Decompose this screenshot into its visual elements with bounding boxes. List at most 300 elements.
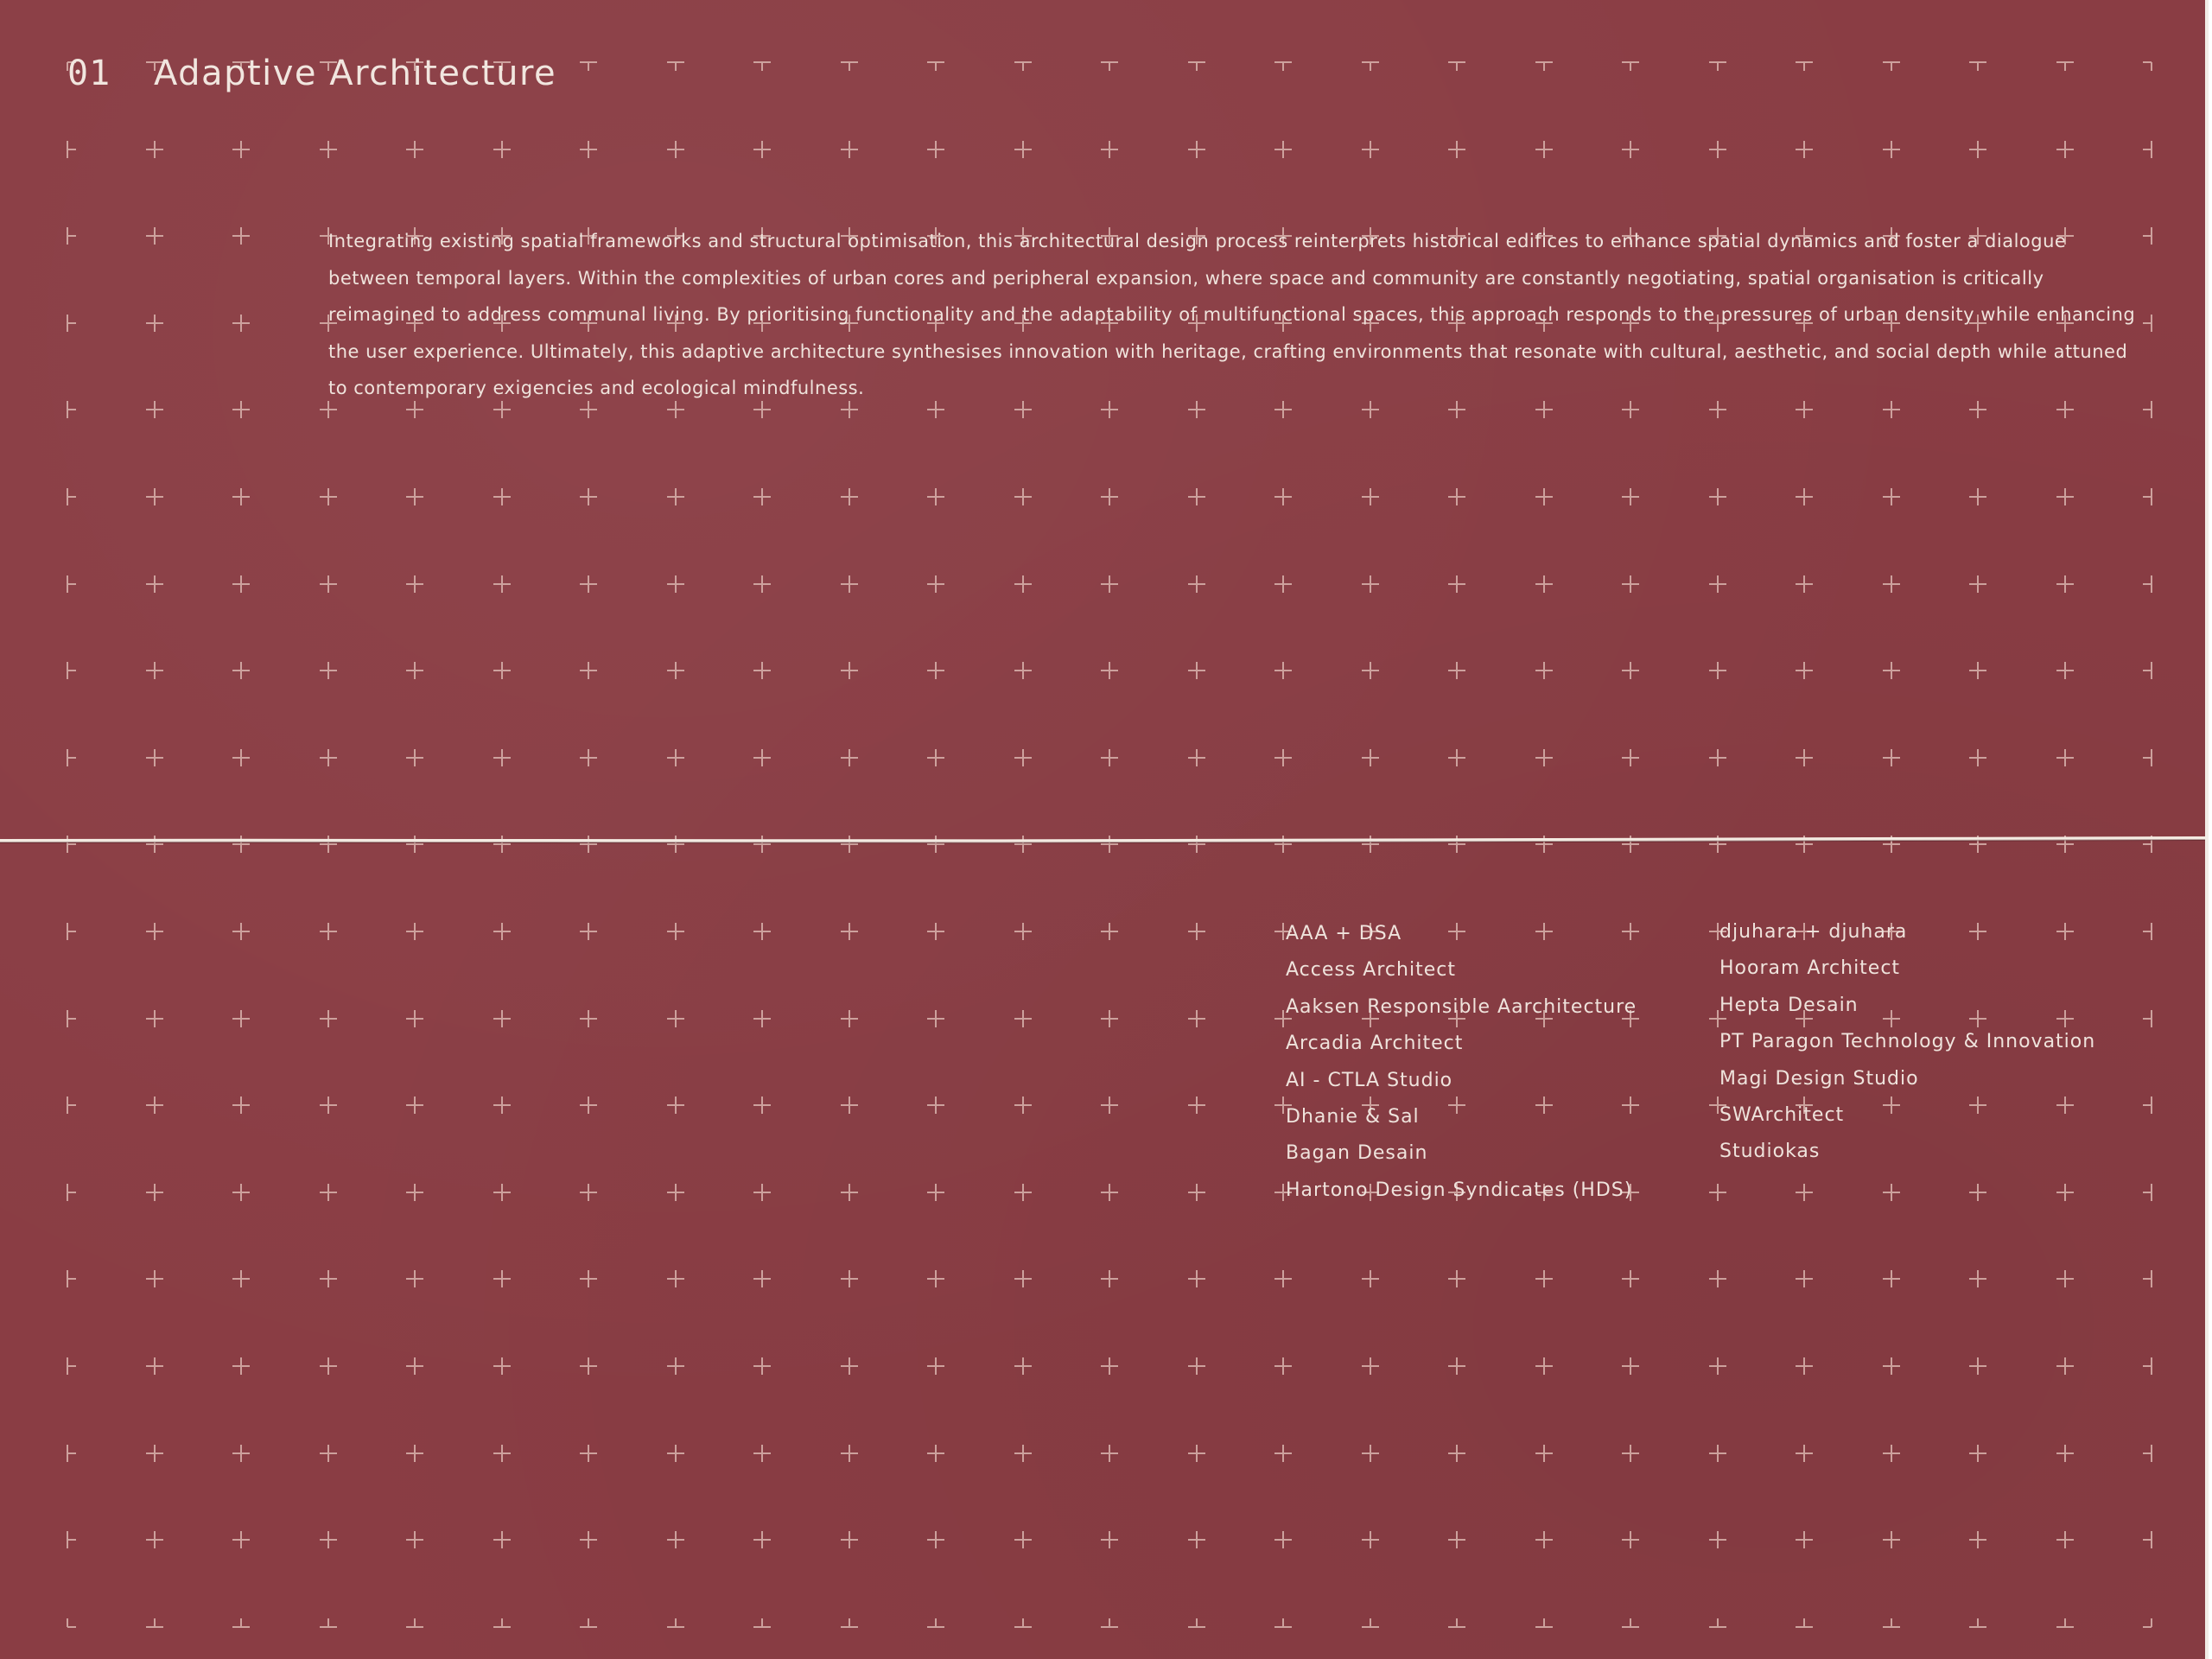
registration-cross — [753, 923, 771, 940]
registration-cross — [1188, 1010, 1205, 1027]
registration-cross — [1014, 923, 1032, 940]
registration-cross — [1274, 1445, 1292, 1462]
registration-cross — [1101, 1531, 1118, 1548]
registration-cross — [580, 488, 597, 505]
registration-cross — [67, 315, 76, 332]
registration-cross — [146, 923, 163, 940]
registration-cross — [1274, 1270, 1292, 1287]
registration-cross — [146, 315, 163, 332]
registration-cross — [1101, 1184, 1118, 1201]
registration-cross — [146, 575, 163, 593]
registration-cross — [1622, 1445, 1639, 1462]
registration-cross — [1014, 488, 1032, 505]
registration-cross — [2056, 1531, 2074, 1548]
registration-cross — [1622, 1618, 1639, 1627]
registration-cross — [1883, 488, 1900, 505]
firm-name: Access Architect — [1286, 959, 1456, 982]
registration-cross — [493, 1270, 511, 1287]
registration-cross — [1709, 488, 1726, 505]
registration-cross — [667, 1531, 684, 1548]
registration-cross — [1535, 62, 1553, 71]
registration-cross — [1622, 749, 1639, 766]
registration-cross — [1362, 575, 1379, 593]
registration-cross — [1796, 141, 1813, 158]
registration-cross — [1796, 662, 1813, 679]
registration-cross — [1014, 1270, 1032, 1287]
registration-cross — [146, 1184, 163, 1201]
registration-cross — [320, 923, 337, 940]
registration-cross — [580, 749, 597, 766]
registration-cross — [667, 1096, 684, 1114]
registration-cross — [667, 141, 684, 158]
registration-cross — [406, 1270, 423, 1287]
registration-cross — [2143, 62, 2152, 71]
registration-cross — [1969, 1618, 1986, 1627]
registration-cross — [1448, 749, 1465, 766]
registration-cross — [753, 141, 771, 158]
registration-cross — [753, 1010, 771, 1027]
registration-cross — [2143, 1531, 2152, 1548]
registration-cross — [1188, 1445, 1205, 1462]
registration-cross — [1274, 662, 1292, 679]
registration-cross — [493, 749, 511, 766]
registration-cross — [580, 1184, 597, 1201]
registration-cross — [1709, 1270, 1726, 1287]
registration-cross — [1014, 1531, 1032, 1548]
registration-cross — [1101, 1445, 1118, 1462]
registration-cross — [1448, 1618, 1465, 1627]
registration-cross — [67, 1531, 76, 1548]
registration-cross — [1796, 1618, 1813, 1627]
registration-cross — [1362, 1531, 1379, 1548]
registration-cross — [406, 1010, 423, 1027]
registration-cross — [1796, 1357, 1813, 1375]
registration-cross — [841, 1096, 858, 1114]
registration-cross — [580, 923, 597, 940]
registration-cross — [1796, 1270, 1813, 1287]
registration-cross — [841, 1270, 858, 1287]
registration-cross — [320, 1184, 337, 1201]
registration-cross — [1101, 575, 1118, 593]
registration-cross — [1188, 1618, 1205, 1627]
registration-cross — [753, 1618, 771, 1627]
registration-cross — [1969, 62, 1986, 71]
registration-cross — [493, 575, 511, 593]
registration-cross — [493, 662, 511, 679]
registration-cross — [2143, 575, 2152, 593]
registration-cross — [1362, 749, 1379, 766]
registration-cross — [1362, 1618, 1379, 1627]
registration-cross — [841, 62, 858, 71]
registration-cross — [493, 1096, 511, 1114]
registration-cross — [1101, 1357, 1118, 1375]
firm-name: Bagan Desain — [1286, 1142, 1428, 1165]
registration-cross — [927, 1531, 944, 1548]
registration-cross — [1101, 62, 1118, 71]
registration-cross — [67, 227, 76, 245]
registration-cross — [2143, 401, 2152, 418]
registration-cross — [1709, 749, 1726, 766]
registration-cross — [1101, 1096, 1118, 1114]
registration-cross — [406, 488, 423, 505]
registration-cross — [753, 749, 771, 766]
registration-cross — [1188, 1531, 1205, 1548]
registration-cross — [67, 1445, 76, 1462]
registration-cross — [1535, 1445, 1553, 1462]
registration-cross — [1622, 575, 1639, 593]
registration-cross — [1622, 1531, 1639, 1548]
registration-cross — [1274, 749, 1292, 766]
registration-cross — [493, 1531, 511, 1548]
registration-cross — [1188, 923, 1205, 940]
registration-cross — [2143, 749, 2152, 766]
registration-cross — [1014, 1618, 1032, 1627]
registration-cross — [753, 1445, 771, 1462]
registration-cross — [493, 1357, 511, 1375]
registration-cross — [1535, 575, 1553, 593]
registration-cross — [1883, 1270, 1900, 1287]
registration-cross — [146, 662, 163, 679]
registration-cross — [927, 1357, 944, 1375]
registration-cross — [1969, 662, 1986, 679]
registration-cross — [580, 1010, 597, 1027]
registration-cross — [1535, 1357, 1553, 1375]
firm-list-column-2 — [1719, 914, 2095, 1171]
registration-cross — [1101, 662, 1118, 679]
registration-cross — [1969, 1357, 1986, 1375]
registration-cross — [1709, 141, 1726, 158]
registration-cross — [2056, 1270, 2074, 1287]
registration-cross — [320, 488, 337, 505]
registration-cross — [2143, 488, 2152, 505]
registration-cross — [1448, 1445, 1465, 1462]
registration-cross — [1535, 1618, 1553, 1627]
registration-cross — [232, 227, 250, 245]
registration-cross — [1448, 62, 1465, 71]
registration-cross — [1883, 1531, 1900, 1548]
registration-cross — [1014, 1357, 1032, 1375]
registration-cross — [753, 1270, 771, 1287]
registration-cross — [2056, 62, 2074, 71]
registration-cross — [1796, 62, 1813, 71]
registration-cross — [2056, 1618, 2074, 1627]
registration-cross — [927, 1010, 944, 1027]
firm-name: AAA + DSA — [1286, 923, 1402, 944]
registration-cross — [1188, 662, 1205, 679]
registration-cross — [1101, 1618, 1118, 1627]
registration-cross — [2143, 1357, 2152, 1375]
intro-paragraph: Integrating existing spatial frameworks and structural optimisation, this architectural design process reinterprets historical edifices to enhance spatial dynamics and foster a dialogue between temporal layers. Within the complexities of urban cores and peripheral expansion, where space and community are constantly negotiating, spatial organisation is critically reimagined to address communal living. By prioritising functionality and the adaptability of multifunctional spaces, this approach responds to the pressures of urban density while enhancing the user experience. Ultimately, this adaptive architecture synthesises innovation with heritage, crafting environments that resonate with cultural, aesthetic, and social depth while attuned to contemporary exigencies and ecological mindfulness. — [328, 231, 2136, 398]
registration-cross — [232, 575, 250, 593]
registration-cross — [320, 1270, 337, 1287]
registration-cross — [493, 141, 511, 158]
registration-cross — [1883, 575, 1900, 593]
registration-cross — [1101, 488, 1118, 505]
registration-cross — [1274, 1618, 1292, 1627]
registration-cross — [753, 662, 771, 679]
registration-cross — [406, 1445, 423, 1462]
registration-cross — [1274, 1531, 1292, 1548]
registration-cross — [2143, 1184, 2152, 1201]
registration-cross — [841, 575, 858, 593]
registration-cross — [927, 1445, 944, 1462]
registration-cross — [667, 575, 684, 593]
registration-cross — [1883, 62, 1900, 71]
registration-cross — [1362, 1270, 1379, 1287]
registration-cross — [2143, 1096, 2152, 1114]
registration-cross — [146, 1445, 163, 1462]
registration-cross — [232, 1531, 250, 1548]
registration-cross — [1796, 749, 1813, 766]
registration-cross — [406, 662, 423, 679]
registration-cross — [1362, 1445, 1379, 1462]
registration-cross — [841, 488, 858, 505]
registration-cross — [493, 923, 511, 940]
registration-cross — [1796, 1445, 1813, 1462]
registration-cross — [1448, 488, 1465, 505]
registration-cross — [2143, 1270, 2152, 1287]
registration-cross — [1622, 62, 1639, 71]
registration-cross — [320, 749, 337, 766]
registration-cross — [1188, 1096, 1205, 1114]
registration-cross — [320, 141, 337, 158]
registration-cross — [1101, 1270, 1118, 1287]
registration-cross — [1709, 1531, 1726, 1548]
registration-cross — [1188, 488, 1205, 505]
registration-cross — [1188, 62, 1205, 71]
registration-cross — [493, 488, 511, 505]
registration-cross — [232, 1270, 250, 1287]
registration-cross — [927, 1096, 944, 1114]
registration-cross — [927, 923, 944, 940]
registration-cross — [1362, 488, 1379, 505]
registration-cross — [146, 141, 163, 158]
registration-cross — [841, 749, 858, 766]
registration-cross — [146, 488, 163, 505]
registration-cross — [1274, 1357, 1292, 1375]
registration-cross — [1274, 141, 1292, 158]
registration-cross — [667, 488, 684, 505]
registration-cross — [1796, 575, 1813, 593]
registration-cross — [146, 1270, 163, 1287]
registration-cross — [232, 1096, 250, 1114]
registration-cross — [67, 749, 76, 766]
registration-cross — [2056, 141, 2074, 158]
firm-name: Arcadia Architect — [1286, 1033, 1464, 1055]
registration-cross — [2143, 1618, 2152, 1627]
registration-cross — [667, 923, 684, 940]
registration-cross — [841, 1445, 858, 1462]
registration-cross — [580, 1618, 597, 1627]
registration-cross — [232, 1618, 250, 1627]
registration-cross — [67, 1010, 76, 1027]
registration-cross — [146, 749, 163, 766]
registration-cross — [1622, 141, 1639, 158]
registration-cross — [1014, 1096, 1032, 1114]
registration-cross — [1535, 488, 1553, 505]
registration-cross — [580, 1270, 597, 1287]
registration-cross — [2056, 1184, 2074, 1201]
firm-name: Hepta Desain — [1719, 994, 1859, 1016]
registration-cross — [320, 1096, 337, 1114]
registration-cross — [493, 1010, 511, 1027]
registration-cross — [1014, 1445, 1032, 1462]
registration-cross — [67, 1270, 76, 1287]
registration-cross — [2143, 315, 2152, 332]
registration-cross — [406, 749, 423, 766]
registration-cross — [841, 141, 858, 158]
registration-cross — [1969, 749, 1986, 766]
registration-cross — [841, 1531, 858, 1548]
registration-cross — [1448, 1270, 1465, 1287]
registration-cross — [232, 401, 250, 418]
registration-cross — [580, 62, 597, 71]
registration-cross — [320, 1445, 337, 1462]
registration-cross — [1014, 62, 1032, 71]
registration-cross — [232, 1445, 250, 1462]
page-edge — [2205, 0, 2209, 1659]
registration-cross — [580, 1357, 597, 1375]
registration-cross — [2056, 662, 2074, 679]
registration-cross — [1709, 662, 1726, 679]
registration-cross — [580, 1445, 597, 1462]
registration-cross — [67, 575, 76, 593]
registration-cross — [232, 1010, 250, 1027]
registration-cross — [1709, 1357, 1726, 1375]
registration-cross — [146, 1357, 163, 1375]
registration-cross — [2143, 1010, 2152, 1027]
registration-cross — [2056, 575, 2074, 593]
registration-cross — [1883, 1184, 1900, 1201]
registration-cross — [667, 1184, 684, 1201]
registration-cross — [1969, 488, 1986, 505]
registration-cross — [1709, 62, 1726, 71]
registration-cross — [1274, 575, 1292, 593]
firm-name: Dhanie & Sal — [1286, 1106, 1420, 1128]
registration-cross — [1101, 141, 1118, 158]
registration-cross — [67, 1357, 76, 1375]
registration-cross — [2143, 141, 2152, 158]
registration-cross — [927, 62, 944, 71]
firm-name: Hartono Design Syndicates (HDS) — [1286, 1179, 1633, 1201]
firm-name: SWArchitect — [1719, 1104, 1845, 1127]
registration-cross — [1448, 1531, 1465, 1548]
registration-cross — [2056, 749, 2074, 766]
registration-cross — [1535, 662, 1553, 679]
registration-cross — [1969, 1531, 1986, 1548]
registration-cross — [667, 1010, 684, 1027]
registration-cross — [232, 1357, 250, 1375]
registration-cross — [1969, 1445, 1986, 1462]
section-number: 01 — [67, 54, 111, 93]
registration-cross — [927, 575, 944, 593]
registration-cross — [2056, 1445, 2074, 1462]
registration-cross — [2056, 488, 2074, 505]
registration-cross — [67, 488, 76, 505]
registration-cross — [1188, 575, 1205, 593]
registration-cross — [753, 575, 771, 593]
registration-cross — [1709, 1184, 1726, 1201]
registration-cross — [320, 1010, 337, 1027]
registration-cross — [1101, 1010, 1118, 1027]
registration-cross — [1796, 1531, 1813, 1548]
registration-cross — [1101, 923, 1118, 940]
registration-cross — [1101, 749, 1118, 766]
registration-cross — [1883, 1445, 1900, 1462]
registration-cross — [753, 1096, 771, 1114]
registration-cross — [1188, 1270, 1205, 1287]
registration-cross — [232, 141, 250, 158]
registration-cross — [320, 1531, 337, 1548]
registration-cross — [1014, 662, 1032, 679]
registration-cross — [927, 662, 944, 679]
registration-cross — [753, 1531, 771, 1548]
registration-cross — [841, 662, 858, 679]
registration-cross — [1535, 1270, 1553, 1287]
registration-cross — [667, 1618, 684, 1627]
registration-cross — [1014, 1010, 1032, 1027]
registration-cross — [580, 1096, 597, 1114]
firm-name: AI - CTLA Studio — [1286, 1069, 1453, 1091]
registration-cross — [1188, 749, 1205, 766]
registration-cross — [406, 923, 423, 940]
registration-cross — [1448, 575, 1465, 593]
registration-cross — [406, 1096, 423, 1114]
registration-cross — [320, 1357, 337, 1375]
registration-cross — [1969, 575, 1986, 593]
registration-cross — [1274, 62, 1292, 71]
registration-cross — [667, 1445, 684, 1462]
registration-cross — [1448, 1357, 1465, 1375]
fold-crease-line — [0, 835, 2209, 847]
registration-cross — [67, 662, 76, 679]
registration-cross — [67, 1096, 76, 1114]
registration-cross — [493, 1184, 511, 1201]
registration-cross — [927, 1184, 944, 1201]
registration-cross — [2143, 227, 2152, 245]
registration-cross — [232, 749, 250, 766]
registration-cross — [580, 1531, 597, 1548]
registration-cross — [841, 1618, 858, 1627]
registration-cross — [1709, 1445, 1726, 1462]
registration-cross — [927, 1270, 944, 1287]
registration-cross — [146, 401, 163, 418]
registration-cross — [1622, 1270, 1639, 1287]
registration-cross — [67, 1184, 76, 1201]
firm-name: djuhara + djuhara — [1719, 921, 1908, 943]
registration-cross — [753, 488, 771, 505]
firm-name: Studiokas — [1719, 1141, 1821, 1163]
registration-cross — [232, 923, 250, 940]
registration-cross — [406, 1357, 423, 1375]
registration-cross — [753, 1357, 771, 1375]
registration-cross — [667, 1357, 684, 1375]
registration-cross — [1709, 1618, 1726, 1627]
registration-cross — [1969, 1184, 1986, 1201]
registration-cross — [1448, 662, 1465, 679]
registration-cross — [1535, 141, 1553, 158]
registration-cross — [1883, 1618, 1900, 1627]
registration-cross — [580, 575, 597, 593]
registration-cross — [67, 923, 76, 940]
registration-cross — [1796, 488, 1813, 505]
registration-cross — [320, 662, 337, 679]
registration-cross — [146, 1618, 163, 1627]
registration-cross — [1622, 662, 1639, 679]
registration-cross — [406, 1618, 423, 1627]
registration-cross — [1883, 749, 1900, 766]
registration-cross — [753, 1184, 771, 1201]
